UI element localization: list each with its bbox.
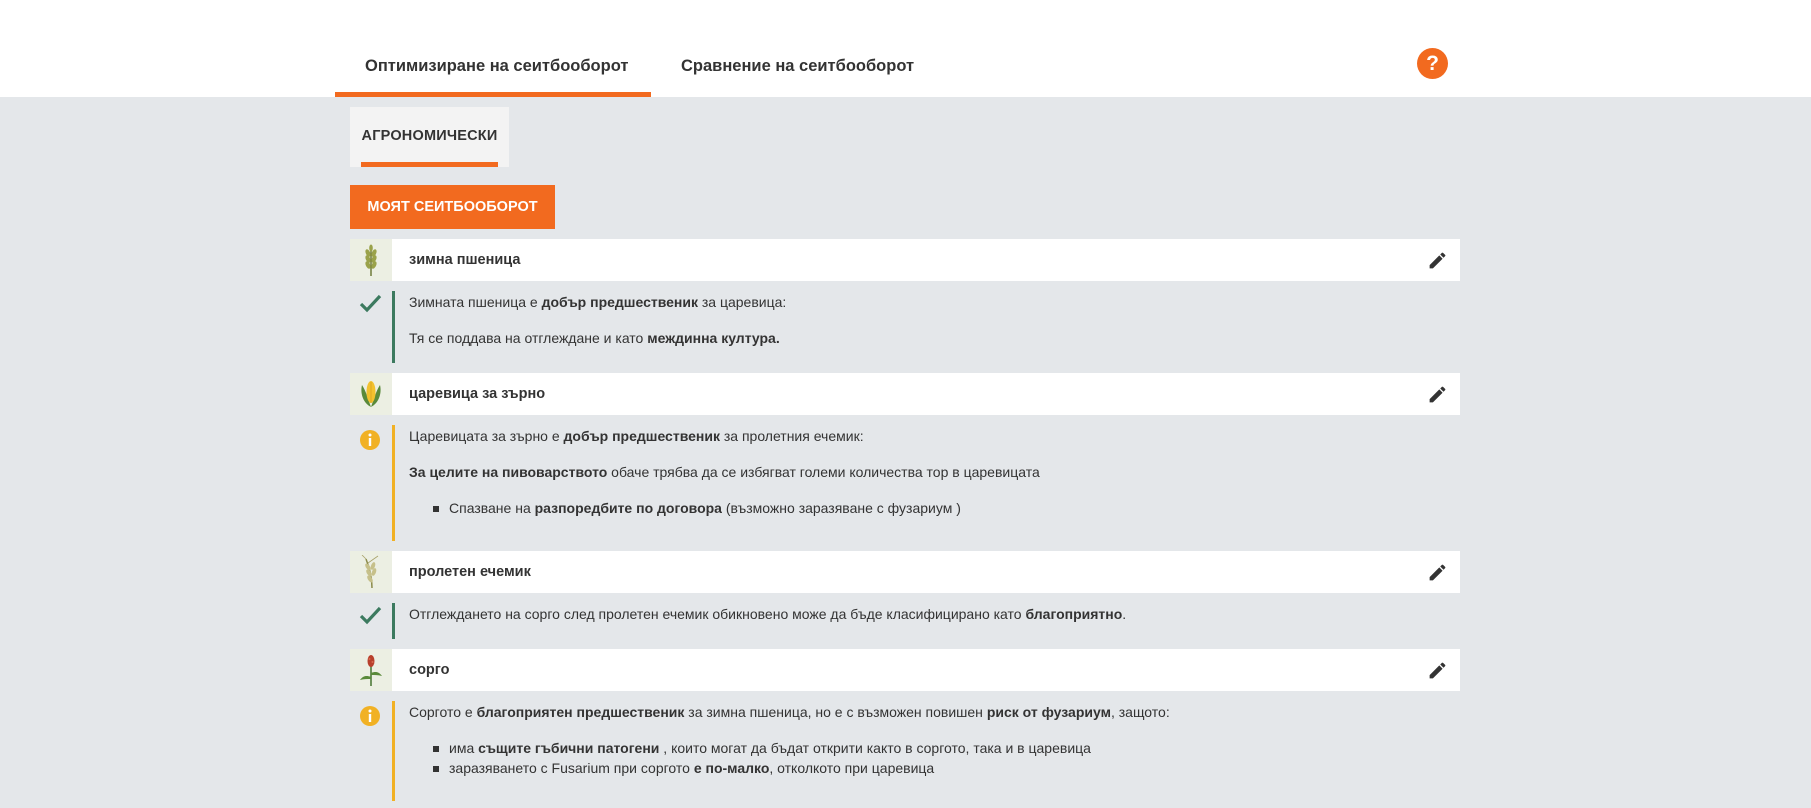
note-line xyxy=(409,330,780,346)
sorghum-icon xyxy=(357,653,385,687)
crop-note-spring-barley xyxy=(350,603,1460,639)
corn-icon xyxy=(357,377,385,411)
edit-icon[interactable] xyxy=(1427,250,1448,271)
crop-note-grain-corn xyxy=(350,425,1460,541)
crop-icon-cell xyxy=(350,373,392,415)
note-text-segment: обаче трябва да се избягват големи количества тор в царевицата xyxy=(607,464,1040,480)
note-text-segment: за царевица: xyxy=(697,294,787,310)
note-line xyxy=(409,704,1170,720)
crop-name: сорго xyxy=(409,662,450,678)
note-text-segment: Зимната пшеница е xyxy=(409,294,542,310)
crop-name-cell xyxy=(392,239,1460,281)
note-status-bar xyxy=(392,603,395,639)
crop-row-spring-barley xyxy=(350,551,1460,593)
crop-row-winter-wheat xyxy=(350,239,1460,281)
note-status-bar xyxy=(392,425,395,541)
list-item xyxy=(449,740,1091,756)
note-line xyxy=(409,428,864,444)
crop-row-grain-corn xyxy=(350,373,1460,415)
note-text-segment: Соргото е xyxy=(409,704,477,720)
my-rotation-button[interactable]: МОЯТ СЕИТБООБОРОТ xyxy=(350,185,555,229)
note-text-segment: Отглеждането на сорго след пролетен ечемик обикновено може да бъде класифицирано като xyxy=(409,606,1026,622)
edit-icon[interactable] xyxy=(1427,660,1448,681)
help-icon[interactable]: ? xyxy=(1417,48,1448,79)
checkmark-icon xyxy=(358,291,382,315)
top-navigation-bar xyxy=(0,0,1811,97)
note-text-segment: , отколкото при царевица xyxy=(769,760,935,776)
info-icon xyxy=(358,704,382,728)
note-emphasis: За целите на пивоварството xyxy=(409,464,608,480)
crop-name: пролетен ечемик xyxy=(409,564,531,580)
active-tab-indicator xyxy=(361,162,498,167)
note-line xyxy=(409,606,1126,622)
crop-name-cell xyxy=(392,649,1460,691)
edit-icon[interactable] xyxy=(1427,384,1448,405)
note-text-segment: (възможно заразяване с фузариум ) xyxy=(721,500,961,516)
note-emphasis: добър предшественик xyxy=(563,428,720,444)
note-line xyxy=(409,464,1040,480)
crop-note-winter-wheat xyxy=(350,291,1460,363)
note-text-segment: . xyxy=(1122,606,1127,622)
barley-icon xyxy=(357,555,385,589)
crop-name-cell xyxy=(392,373,1460,415)
note-emphasis: риск от фузариум xyxy=(986,704,1111,720)
list-item xyxy=(449,760,934,776)
tab-agronomic-label: АГРОНОМИЧЕСКИ xyxy=(361,128,498,144)
note-emphasis: благоприятно xyxy=(1025,606,1123,622)
crop-row-sorghum xyxy=(350,649,1460,691)
crop-icon-cell xyxy=(350,551,392,593)
note-text-segment: , които могат да бъдат открити както в соргото, така и в царевица xyxy=(659,740,1091,756)
note-status-bar xyxy=(392,701,395,801)
crop-icon-cell xyxy=(350,649,392,691)
note-emphasis: междинна култура. xyxy=(647,330,780,346)
list-item xyxy=(449,500,961,516)
note-emphasis: е по-малко xyxy=(693,760,770,776)
note-status-bar xyxy=(392,291,395,363)
crop-name: царевица за зърно xyxy=(409,386,546,402)
note-text-segment: за пролетния ечемик: xyxy=(719,428,864,444)
edit-icon[interactable] xyxy=(1427,562,1448,583)
note-text-segment: Спазване на xyxy=(449,500,535,516)
checkmark-icon xyxy=(358,603,382,627)
note-text-segment: за зимна пшеница, но е с възможен повишен xyxy=(684,704,987,720)
note-emphasis: разпоредбите по договора xyxy=(534,500,722,516)
tab-rotation-comparison[interactable]: Сравнение на сеитбооборот xyxy=(681,57,915,75)
wheat-icon xyxy=(357,243,385,277)
info-icon xyxy=(358,428,382,452)
note-text-segment: има xyxy=(449,740,479,756)
crop-name: зимна пшеница xyxy=(409,252,521,268)
note-emphasis: благоприятен предшественик xyxy=(476,704,685,720)
crop-icon-cell xyxy=(350,239,392,281)
note-line xyxy=(409,294,786,310)
note-emphasis: същите гъбични патогени xyxy=(478,740,660,756)
tab-agronomic[interactable] xyxy=(350,107,509,167)
tab-rotation-optimization[interactable]: Оптимизиране на сеитбооборот xyxy=(335,44,651,97)
note-text-segment: Царевицата за зърно е xyxy=(409,428,564,444)
note-text-segment: , защото: xyxy=(1110,704,1170,720)
note-text-segment: Тя се поддава на отглеждане и като xyxy=(409,330,648,346)
note-emphasis: добър предшественик xyxy=(541,294,698,310)
crop-note-sorghum xyxy=(350,701,1460,801)
note-text-segment: заразяването с Fusarium при соргото xyxy=(449,760,694,776)
crop-name-cell xyxy=(392,551,1460,593)
